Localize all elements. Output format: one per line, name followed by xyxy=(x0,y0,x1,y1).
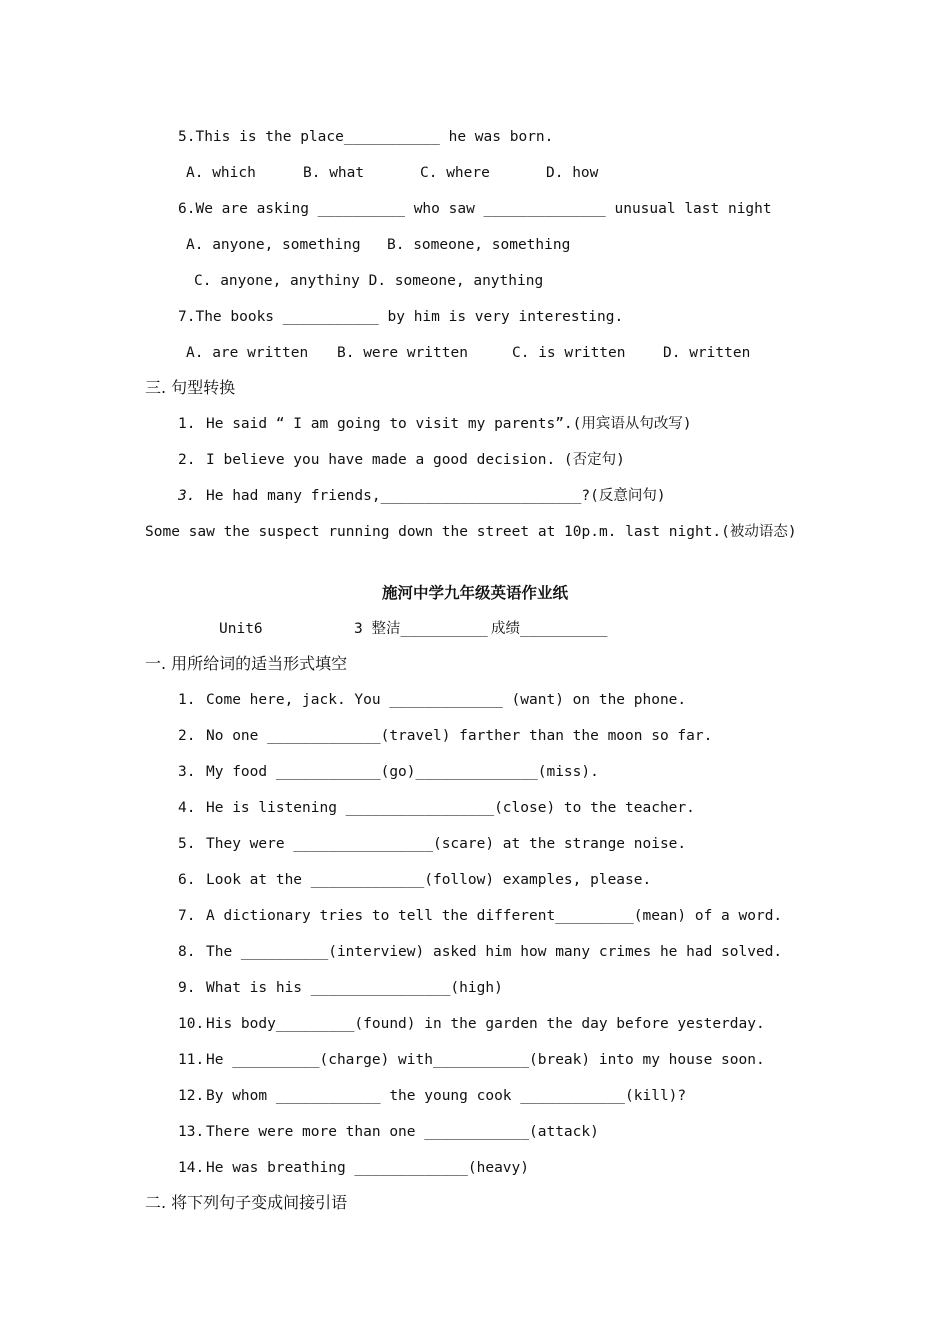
section1-heading: 一. 用所给词的适当形式填空 xyxy=(145,654,348,673)
fill-item-10-text: His body_________(found) in the garden the day before yesterday. xyxy=(206,1016,765,1032)
q6-option-a: A. anyone, something xyxy=(186,237,361,253)
fill-item-14-num: 14. xyxy=(178,1160,205,1176)
fill-item-5-text: They were ________________(scare) at the strange noise. xyxy=(206,836,687,852)
fill-item-5-num: 5. xyxy=(178,836,196,852)
fill-item-9-text: What is his ________________(high) xyxy=(206,980,503,996)
fill-item-11-num: 11. xyxy=(178,1052,205,1068)
fill-item-8-text: The __________(interview) asked him how many crimes he had solved. xyxy=(206,944,783,960)
neatness-field: 3 整洁__________ xyxy=(354,621,488,637)
q5-option-a: A. which xyxy=(186,165,256,181)
section3-item-1-text: He said “ I am going to visit my parents”.(用宾语从句改写) xyxy=(206,416,692,432)
fill-item-13-num: 13. xyxy=(178,1124,205,1140)
fill-item-6-num: 6. xyxy=(178,872,196,888)
question-6: 6.We are asking __________ who saw ______________ unusual last night xyxy=(178,201,772,217)
fill-item-14-text: He was breathing _____________(heavy) xyxy=(206,1160,530,1176)
score-field: 成绩__________ xyxy=(491,621,608,637)
fill-item-6-text: Look at the _____________(follow) examples, please. xyxy=(206,872,652,888)
fill-item-2-num: 2. xyxy=(178,728,196,744)
q5-option-b: B. what xyxy=(303,165,365,181)
q7-option-b: B. were written xyxy=(337,345,468,361)
section3-item-2-text: I believe you have made a good decision. (否定句) xyxy=(206,452,625,468)
fill-item-1-num: 1. xyxy=(178,692,196,708)
section3-heading: 三. 句型转换 xyxy=(145,378,236,397)
q7-option-c: C. is written xyxy=(512,345,626,361)
fill-item-12-text: By whom ____________ the young cook ____________(kill)? xyxy=(206,1088,687,1104)
fill-item-13-text: There were more than one ____________(attack) xyxy=(206,1124,599,1140)
q6-option-b: B. someone, something xyxy=(387,237,571,253)
section2-heading: 二. 将下列句子变成间接引语 xyxy=(145,1193,348,1212)
fill-item-1-text: Come here, jack. You _____________ (want) on the phone. xyxy=(206,692,687,708)
fill-item-3-text: My food ____________(go)______________(miss). xyxy=(206,764,599,780)
question-7: 7.The books ___________ by him is very interesting. xyxy=(178,309,624,325)
section3-item-3-text: He had many friends,_______________________?(反意问句) xyxy=(206,488,666,504)
section3-item-2-num: 2. xyxy=(178,452,196,468)
section3-extra-sentence: Some saw the suspect running down the street at 10p.m. last night.(被动语态) xyxy=(145,524,797,540)
fill-item-7-text: A dictionary tries to tell the different_________(mean) of a word. xyxy=(206,908,783,924)
unit-label: Unit6 xyxy=(219,621,263,637)
question-5: 5.This is the place___________ he was born. xyxy=(178,129,554,145)
fill-item-3-num: 3. xyxy=(178,764,196,780)
q7-option-d: D. written xyxy=(663,345,751,361)
fill-item-12-num: 12. xyxy=(178,1088,205,1104)
fill-item-8-num: 8. xyxy=(178,944,196,960)
fill-item-4-num: 4. xyxy=(178,800,196,816)
fill-item-11-text: He __________(charge) with___________(break) into my house soon. xyxy=(206,1052,765,1068)
fill-item-7-num: 7. xyxy=(178,908,196,924)
fill-item-4-text: He is listening _________________(close) to the teacher. xyxy=(206,800,695,816)
q5-option-d: D. how xyxy=(546,165,599,181)
q5-option-c: C. where xyxy=(420,165,490,181)
q7-option-a: A. are written xyxy=(186,345,309,361)
worksheet-title: 施河中学九年级英语作业纸 xyxy=(381,583,568,602)
fill-item-9-num: 9. xyxy=(178,980,196,996)
section3-item-1-num: 1. xyxy=(178,416,196,432)
section3-item-3-num: 3. xyxy=(178,488,196,504)
fill-item-2-text: No one _____________(travel) farther than the moon so far. xyxy=(206,728,713,744)
q6-options-c-d: C. anyone, anythiny D. someone, anything xyxy=(194,273,544,289)
fill-item-10-num: 10. xyxy=(178,1016,205,1032)
